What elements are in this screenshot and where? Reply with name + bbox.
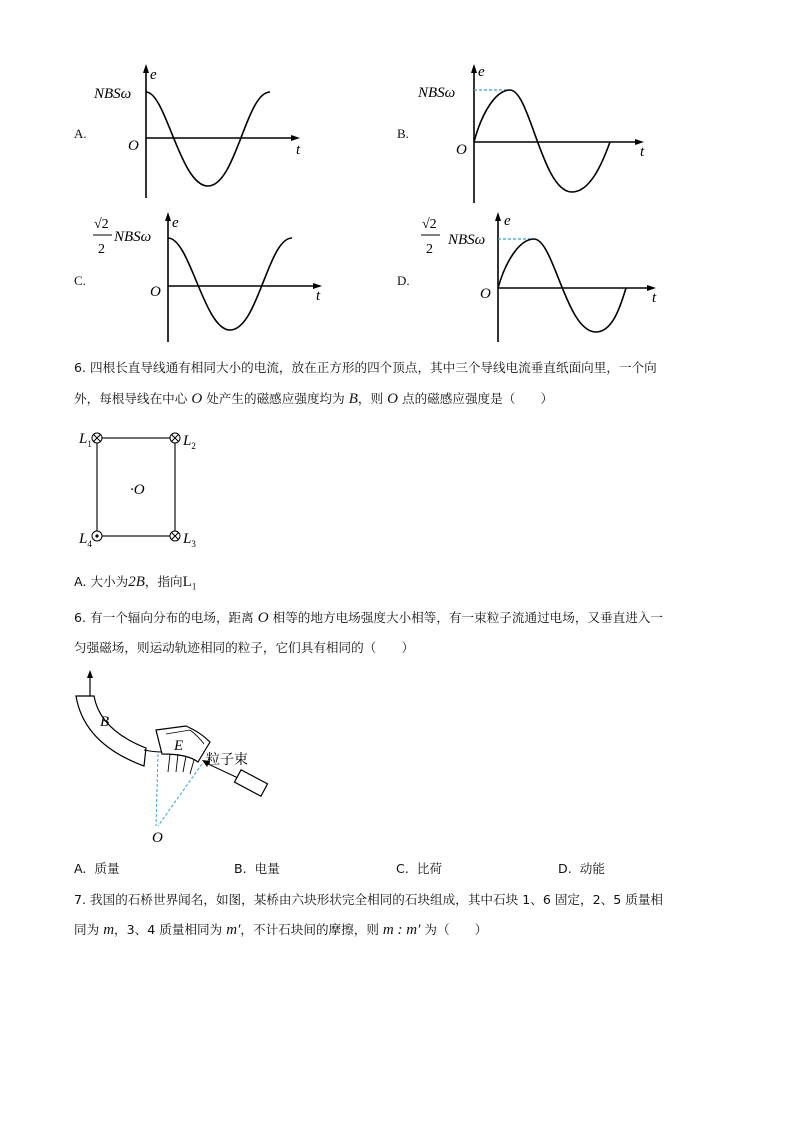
frac-numerator: √2 xyxy=(94,217,109,232)
square-wire-figure xyxy=(74,424,214,556)
magnetic-field-region xyxy=(76,696,146,766)
axis-t-label: t xyxy=(640,144,645,160)
frac-denominator: 2 xyxy=(98,242,105,257)
peak-label: NBSω xyxy=(114,229,152,245)
axis-e-label: e xyxy=(150,67,157,83)
frac-numerator: √2 xyxy=(422,217,437,232)
particle-beam-figure xyxy=(70,668,280,848)
peak-label: NBSω xyxy=(94,86,132,102)
graph-a xyxy=(88,60,313,205)
graph-c xyxy=(88,208,333,348)
axis-t-label: t xyxy=(316,288,321,304)
q6a-answer-a: A. 大小为2B，指向$L_1$ xyxy=(74,574,197,592)
x-axis-arrow xyxy=(291,135,300,141)
exit-arrow-head xyxy=(87,670,93,678)
field-arrow xyxy=(168,754,170,772)
waveform-curve xyxy=(168,238,292,330)
label-E: E xyxy=(174,738,184,754)
origin-label: O xyxy=(456,142,467,158)
particle-source xyxy=(234,770,267,796)
q6a-line2: 外，每根导线在中心 O 处产生的磁感应强度均为 B，则 O 点的磁感应强度是（ ） xyxy=(74,391,554,407)
axis-t-label: t xyxy=(296,142,301,158)
label-L4: $L_4$ xyxy=(79,531,92,549)
field-arrow xyxy=(176,754,178,772)
peak-label: NBSω xyxy=(448,232,486,248)
option-b-letter: B. xyxy=(397,126,409,141)
q6b-line2: 匀强磁场，则运动轨迹相同的粒子，它们具有相同的（ ） xyxy=(74,640,415,655)
field-arrow xyxy=(190,760,194,774)
dot-mark xyxy=(95,534,98,537)
y-axis-arrow xyxy=(165,212,171,221)
graph-d xyxy=(412,208,667,348)
origin-label: O xyxy=(150,284,161,300)
beam-path xyxy=(144,750,162,752)
axis-e-label: e xyxy=(478,64,485,80)
field-arrow xyxy=(183,756,186,772)
y-axis-arrow xyxy=(143,64,149,73)
label-L1: $L_1$ xyxy=(79,431,92,449)
axis-t-label: t xyxy=(652,290,657,306)
q6a-line1: 6. 四根长直导线通有相同大小的电流，放在正方形的四个顶点，其中三个导线电流垂直纸面向里，一个向 xyxy=(74,360,657,375)
frac-denominator: 2 xyxy=(426,242,433,257)
option-c-letter: C. xyxy=(74,273,86,288)
radial-dashed-line xyxy=(156,754,158,826)
option-a-letter: A. xyxy=(74,126,87,141)
axis-e-label: e xyxy=(172,215,179,231)
waveform-curve xyxy=(474,90,610,192)
graph-b xyxy=(412,60,657,210)
label-particle-beam: 粒子束 xyxy=(206,753,248,768)
q7-line1: 7. 我国的石桥世界闻名，如图，某桥由六块形状完全相同的石块组成，其中石块 1、6 固定，2、5 质量相 xyxy=(74,892,664,907)
choice-b[interactable]: B. 电量 xyxy=(234,861,280,876)
choice-c[interactable]: C. 比荷 xyxy=(396,861,442,876)
waveform-curve xyxy=(498,239,626,332)
waveform-curve xyxy=(146,92,270,186)
origin-label: O xyxy=(128,138,139,154)
choice-d[interactable]: D. 动能 xyxy=(558,861,605,876)
center-O-label: ·O xyxy=(130,482,145,498)
label-O: O xyxy=(152,830,163,846)
label-L3: $L_3$ xyxy=(183,531,196,549)
origin-label: O xyxy=(480,286,491,302)
q7-line2: 同为 m，3、4 质量相同为 m′，不计石块间的摩擦，则 m : m′ 为（ ） xyxy=(74,922,488,938)
axis-e-label: e xyxy=(504,213,511,229)
radial-dashed-line xyxy=(158,764,202,826)
label-B: B xyxy=(100,714,110,730)
option-d-letter: D. xyxy=(397,273,410,288)
y-axis-arrow xyxy=(495,212,501,221)
q6b-line1: 6. 有一个辐向分布的电场，距离 O 相等的地方电场强度大小相等，有一束粒子流通过电场，又垂直进入一 xyxy=(74,610,664,626)
choice-a[interactable]: A. 质量 xyxy=(74,861,120,876)
y-axis-arrow xyxy=(471,64,477,73)
label-L2: $L_2$ xyxy=(183,433,196,451)
peak-label: NBSω xyxy=(418,85,456,101)
